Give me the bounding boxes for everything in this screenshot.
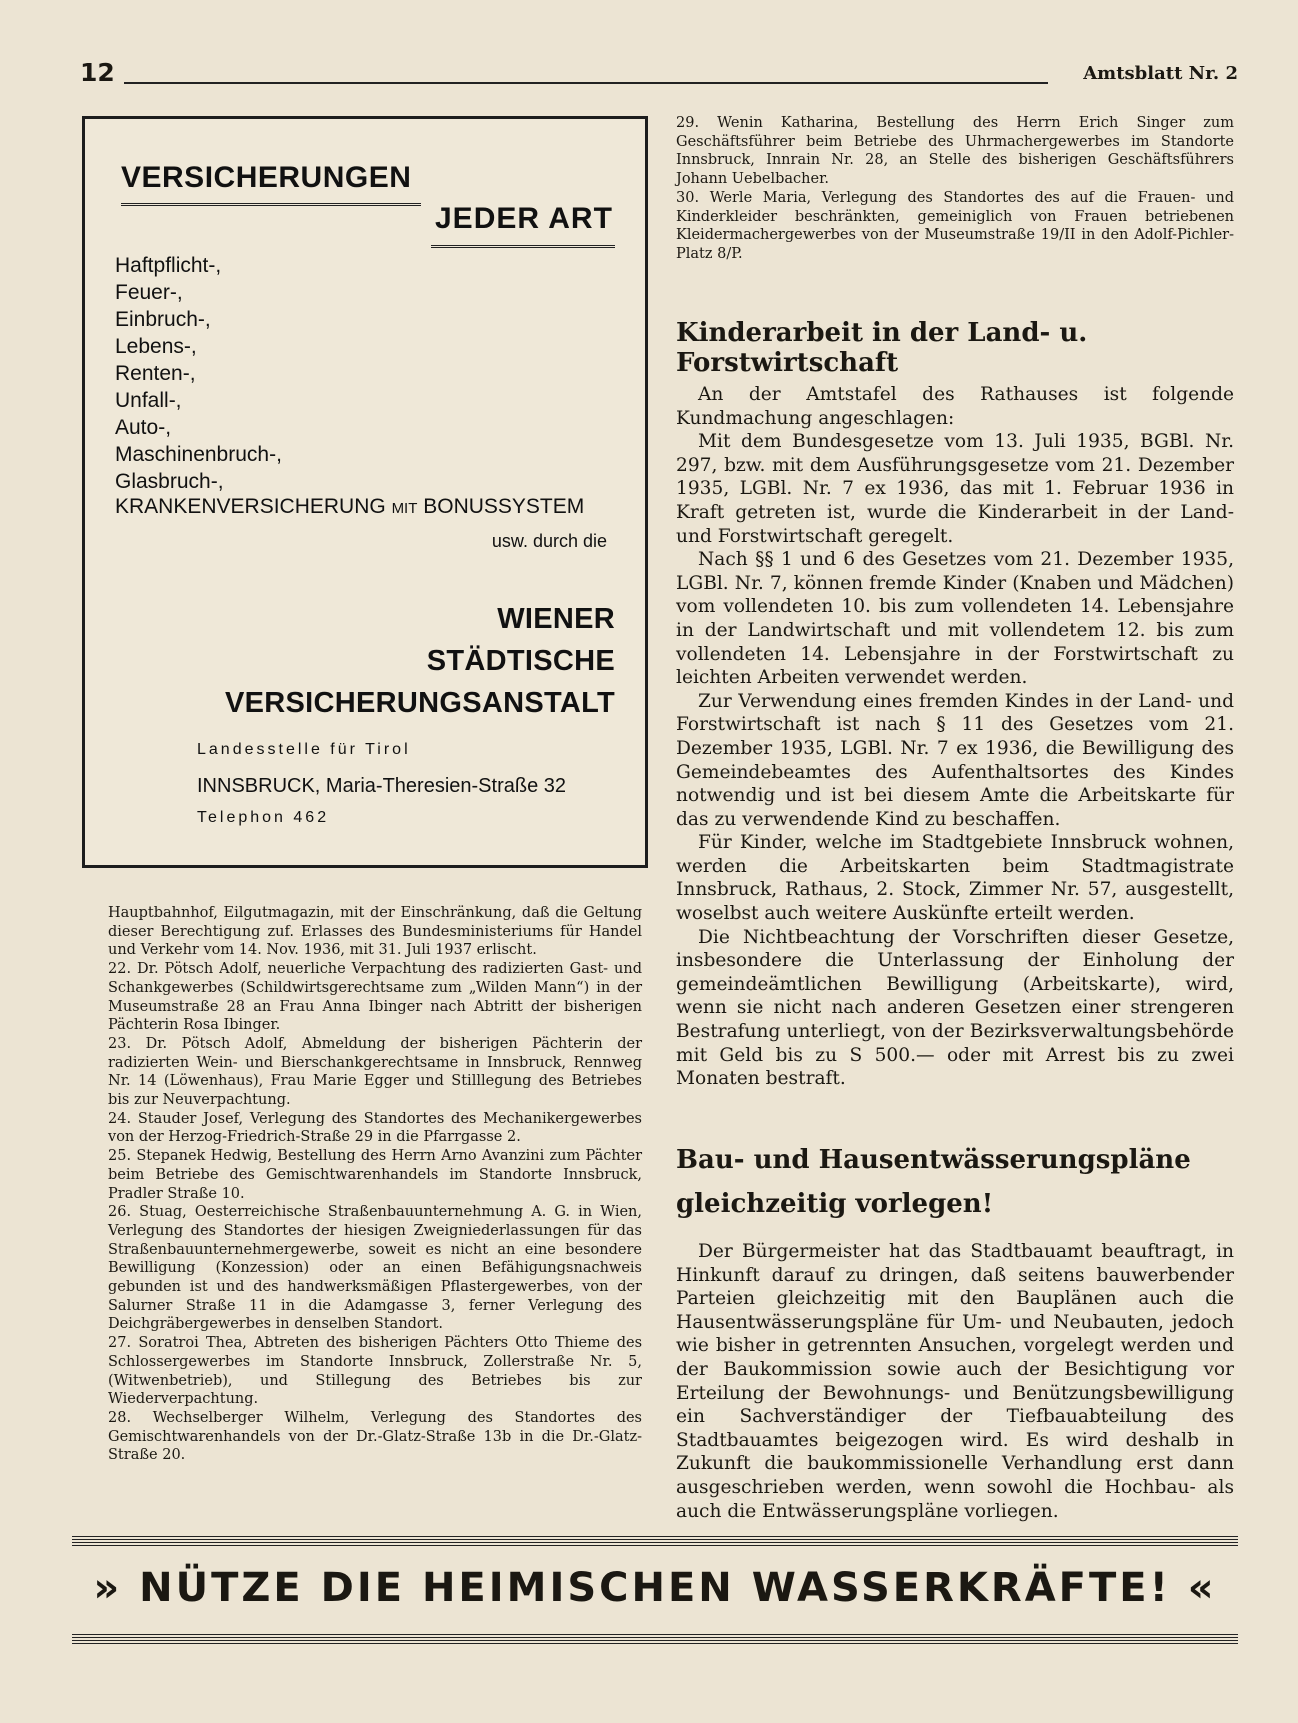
footer-slogan: » NÜTZE DIE HEIMISCHEN WASSERKRÄFTE! « — [93, 1565, 1217, 1611]
health-insurance-line — [115, 495, 584, 519]
insurance-type: Unfall-, — [115, 389, 182, 412]
company-line-2: STÄDTISCHE — [426, 645, 615, 677]
kranken-mit: MIT — [391, 500, 418, 517]
ad-landesstelle: Landesstelle für Tirol — [197, 741, 411, 758]
notice-item — [676, 114, 1234, 189]
notice-text: Werle Maria, Verlegung des Standortes des auf die Frauen- und Kinderkleider beschränkten, gemeiniglich von Frauen betriebenen Kleidermachergewerbes von der Museumstraße 19/II in den Adolf-Pichler-Platz 8/P. — [676, 189, 1234, 262]
heading-bauplaene — [676, 1138, 1191, 1226]
company-line-1: WIENER — [497, 603, 615, 635]
company-line-3: VERSICHERUNGSANSTALT — [225, 687, 615, 719]
notice-number: 27. — [108, 1335, 132, 1352]
notice-number: 24. — [108, 1110, 132, 1127]
article-paragraph: Mit dem Bundesgesetze vom 13. Juli 1935, BGBl. Nr. 297, bzw. mit dem Ausführungsgesetze vom 21. Dezember 1935, LGBl. Nr. 7 ex 1936, das mit 1. Februar 1936 in Kraft getreten ist, wurde die Kinderarbeit in der Land- und Forstwirtschaft geregelt. — [676, 431, 1234, 547]
heading-kinderarbeit: Kinderarbeit in der Land- u. Forstwirtschaft — [676, 318, 1088, 378]
notice-text: Wenin Katharina, Bestellung des Herrn Erich Singer zum Geschäftsführer beim Betriebe des Uhrmachergewerbes im Standorte Innsbruck, Innrain Nr. 28, an Stelle des bisherigen Geschäftsführers Johann Uebelbacher. — [676, 115, 1235, 188]
notice-text: Stuag, Oesterreichische Straßenbauunternehmung A. G. in Wien, Verlegung des Standortes der hiesigen Zweigniederlassungen für das Straßenbauunternehmergewerbe, soweit es nicht an eine besondere Bewilligung (Konzession) oder an einen Befähigungsnachweis gebunden ist und des handwerksmäßigen Pflastergewerbes, von der Salurner Straße 11 in die Adamgasse 3, ferner Verlegung des Deichgräbergewerbes in denselben Standort. — [108, 1204, 643, 1333]
header-rule — [124, 82, 1048, 84]
notice-number: 26. — [108, 1204, 132, 1221]
notice-item — [108, 1035, 642, 1110]
notice-item — [108, 1334, 642, 1409]
footer-rule — [72, 1634, 1238, 1644]
notice-text: Wechselberger Wilhelm, Verlegung des Standortes des Gemischtwarenhandels von der Dr.-Glatz-Straße 13b in die Dr.-Glatz-Straße 20. — [108, 1409, 642, 1464]
notice-item — [108, 1203, 642, 1334]
insurance-types — [115, 252, 282, 495]
kranken-bonus: BONUSSYSTEM — [423, 495, 585, 518]
notice-number: 23. — [108, 1035, 132, 1052]
right-column-notices — [676, 114, 1234, 264]
footer-rule — [72, 1536, 1238, 1546]
kranken-main: KRANKENVERSICHERUNG — [115, 495, 386, 518]
ad-rule — [121, 203, 421, 210]
insurance-type: Renten-, — [115, 362, 196, 385]
notice-item — [108, 960, 642, 1035]
heading-line: Bau- und Hausentwässerungspläne — [676, 1145, 1191, 1175]
notice-number: 29. — [676, 115, 700, 131]
article-paragraph: Nach §§ 1 und 6 des Gesetzes vom 21. Dezember 1935, LGBl. Nr. 7, können fremde Kinder (Knaben und Mädchen) vom vollendeten 10. bis zum vollendeten 14. Lebensjahre in der Landwirtschaft und mit vollendetem 12. bis zum vollendeten 14. Lebensjahre in der Forstwirtschaft zu leichten Arbeiten verwendet werden. — [676, 549, 1234, 689]
ad-subtitle: JEDER ART — [435, 202, 613, 235]
notice-text: Stauder Josef, Verlegung des Standortes des Mechanikergewerbes von der Herzog-Friedrich-Straße 29 in die Pfarrgasse 2. — [108, 1110, 643, 1146]
left-column-notices — [108, 904, 642, 1465]
page-number: 12 — [80, 58, 115, 87]
insurance-type: Auto-, — [115, 416, 172, 439]
notice-number: 22. — [108, 961, 132, 978]
notice-number: 28. — [108, 1409, 132, 1426]
article-paragraph: Zur Verwendung eines fremden Kindes in der Land- und Forstwirtschaft ist nach § 11 des Gesetzes vom 21. Dezember 1935, LGBl. Nr. 7 ex 1936, die Bewilligung des Gemeindebeamtes des Aufenthaltsortes des Kindes notwendig und ist bei diesem Amte die Arbeitskarte für das zu verwendende Kind zu beschaffen. — [676, 690, 1234, 830]
notice-item — [108, 1147, 642, 1203]
article-paragraph: Für Kinder, welche im Stadtgebiete Innsbruck wohnen, werden die Arbeitskarten beim Stadtmagistrate Innsbruck, Rathaus, 2. Stock, Zimmer Nr. 57, ausgestellt, woselbst auch weitere Auskünfte erteilt werden. — [676, 832, 1234, 925]
journal-title: Amtsblatt Nr. 2 — [1083, 63, 1238, 84]
notice-text: Soratroi Thea, Abtreten des bisherigen Pächters Otto Thieme des Schlossergewerbes im Standorte Innsbruck, Zollerstraße Nr. 5, (Witwenbetrieb), und Stillegung des Betriebes bis zur Wiederverpachtung. — [108, 1335, 643, 1408]
insurance-type: Lebens-, — [115, 335, 197, 358]
insurance-type: Feuer-, — [115, 281, 183, 304]
ad-rule — [431, 245, 615, 252]
insurance-type: Einbruch-, — [115, 308, 211, 331]
insurance-type: Glasbruch-, — [115, 470, 224, 493]
ad-address: INNSBRUCK, Maria-Theresien-Straße 32 — [197, 775, 566, 797]
article-paragraph: An der Amtstafel des Rathauses ist folgende Kundmachung angeschlagen: — [676, 384, 1234, 429]
notice-text: Stepanek Hedwig, Bestellung des Herrn Arno Avanzini zum Pächter beim Betriebe des Gemischtwarenhandels im Standorte Innsbruck, Pradler Straße 10. — [108, 1148, 643, 1202]
notice-text: Dr. Pötsch Adolf, neuerliche Verpachtung des radizierten Gast- und Schankgewerbes (Schildwirtsgerechtsame zum „Wilden Mann“) in der Museumstraße 28 an Frau Anna Ibinger nach Abtritt der bisherigen Pächterin Rosa Ibinger. — [108, 961, 642, 1034]
ad-telephone: Telephon 462 — [197, 809, 330, 826]
insurance-advertisement — [82, 116, 648, 868]
page-header — [80, 58, 1238, 88]
notice-number: 25. — [108, 1148, 132, 1165]
notice-intro: Hauptbahnhof, Eilgutmagazin, mit der Einschränkung, daß die Geltung dieser Berechtigung zuf. Erlasses des Bundesministeriums für Handel und Verkehr vom 14. Nov. 1936, mit 31. Juli 1937 erlischt. — [108, 905, 642, 959]
ad-title: VERSICHERUNGEN — [121, 161, 412, 194]
insurance-type: Haftpflicht-, — [115, 254, 222, 277]
article-bauplaene — [676, 1240, 1234, 1523]
article-paragraph: Die Nichtbeachtung der Vorschriften dieser Gesetze, insbesondere die Unterlassung der Einholung der gemeindeämtlichen Bewilligung (Arbeitskarte), wird, wenn sie nicht nach anderen Gesetzen einer strengeren Bestrafung unterliegt, von der Bezirksverwaltungsbehörde mit Geld bis zu S 500.— oder mit Arrest bis zu zwei Monaten bestraft. — [676, 926, 1234, 1090]
article-kinderarbeit — [676, 383, 1234, 1091]
ad-usw: usw. durch die — [491, 531, 607, 551]
notice-number: 30. — [676, 189, 700, 206]
heading-line: gleichzeitig vorlegen! — [676, 1189, 994, 1219]
notice-item — [108, 1110, 642, 1147]
notice-item — [676, 189, 1234, 264]
insurance-type: Maschinenbruch-, — [115, 443, 282, 466]
notice-item — [108, 1409, 642, 1465]
notice-text: Dr. Pötsch Adolf, Abmeldung der bisherigen Pächterin der radizierten Wein- und Bierschankgerechtsame in Innsbruck, Rennweg Nr. 14 (Löwenhaus), Frau Marie Egger und Stilllegung des Betriebes bis zur Neuverpachtung. — [108, 1035, 643, 1109]
article-paragraph: Der Bürgermeister hat das Stadtbauamt beauftragt, in Hinkunft darauf zu dringen, daß seitens bauwerbender Parteien gleichzeitig mit den Bauplänen auch die Hausentwässerungspläne für Um- und Neubauten, jedoch wie bisher in getrennten Ansuchen, vorgelegt werden und der Baukommission sowie auch der Besichtigung vor Erteilung der Bewohnungs- und Benützungsbewilligung ein Sachverständiger der Tiefbauabteilung des Stadtbauamtes beigezogen wird. Es wird deshalb in Zukunft die baukommissionelle Verhandlung erst dann ausgeschrieben werden, wenn sowohl die Hochbau- als auch die Entwässerungspläne vorliegen. — [676, 1241, 1234, 1522]
